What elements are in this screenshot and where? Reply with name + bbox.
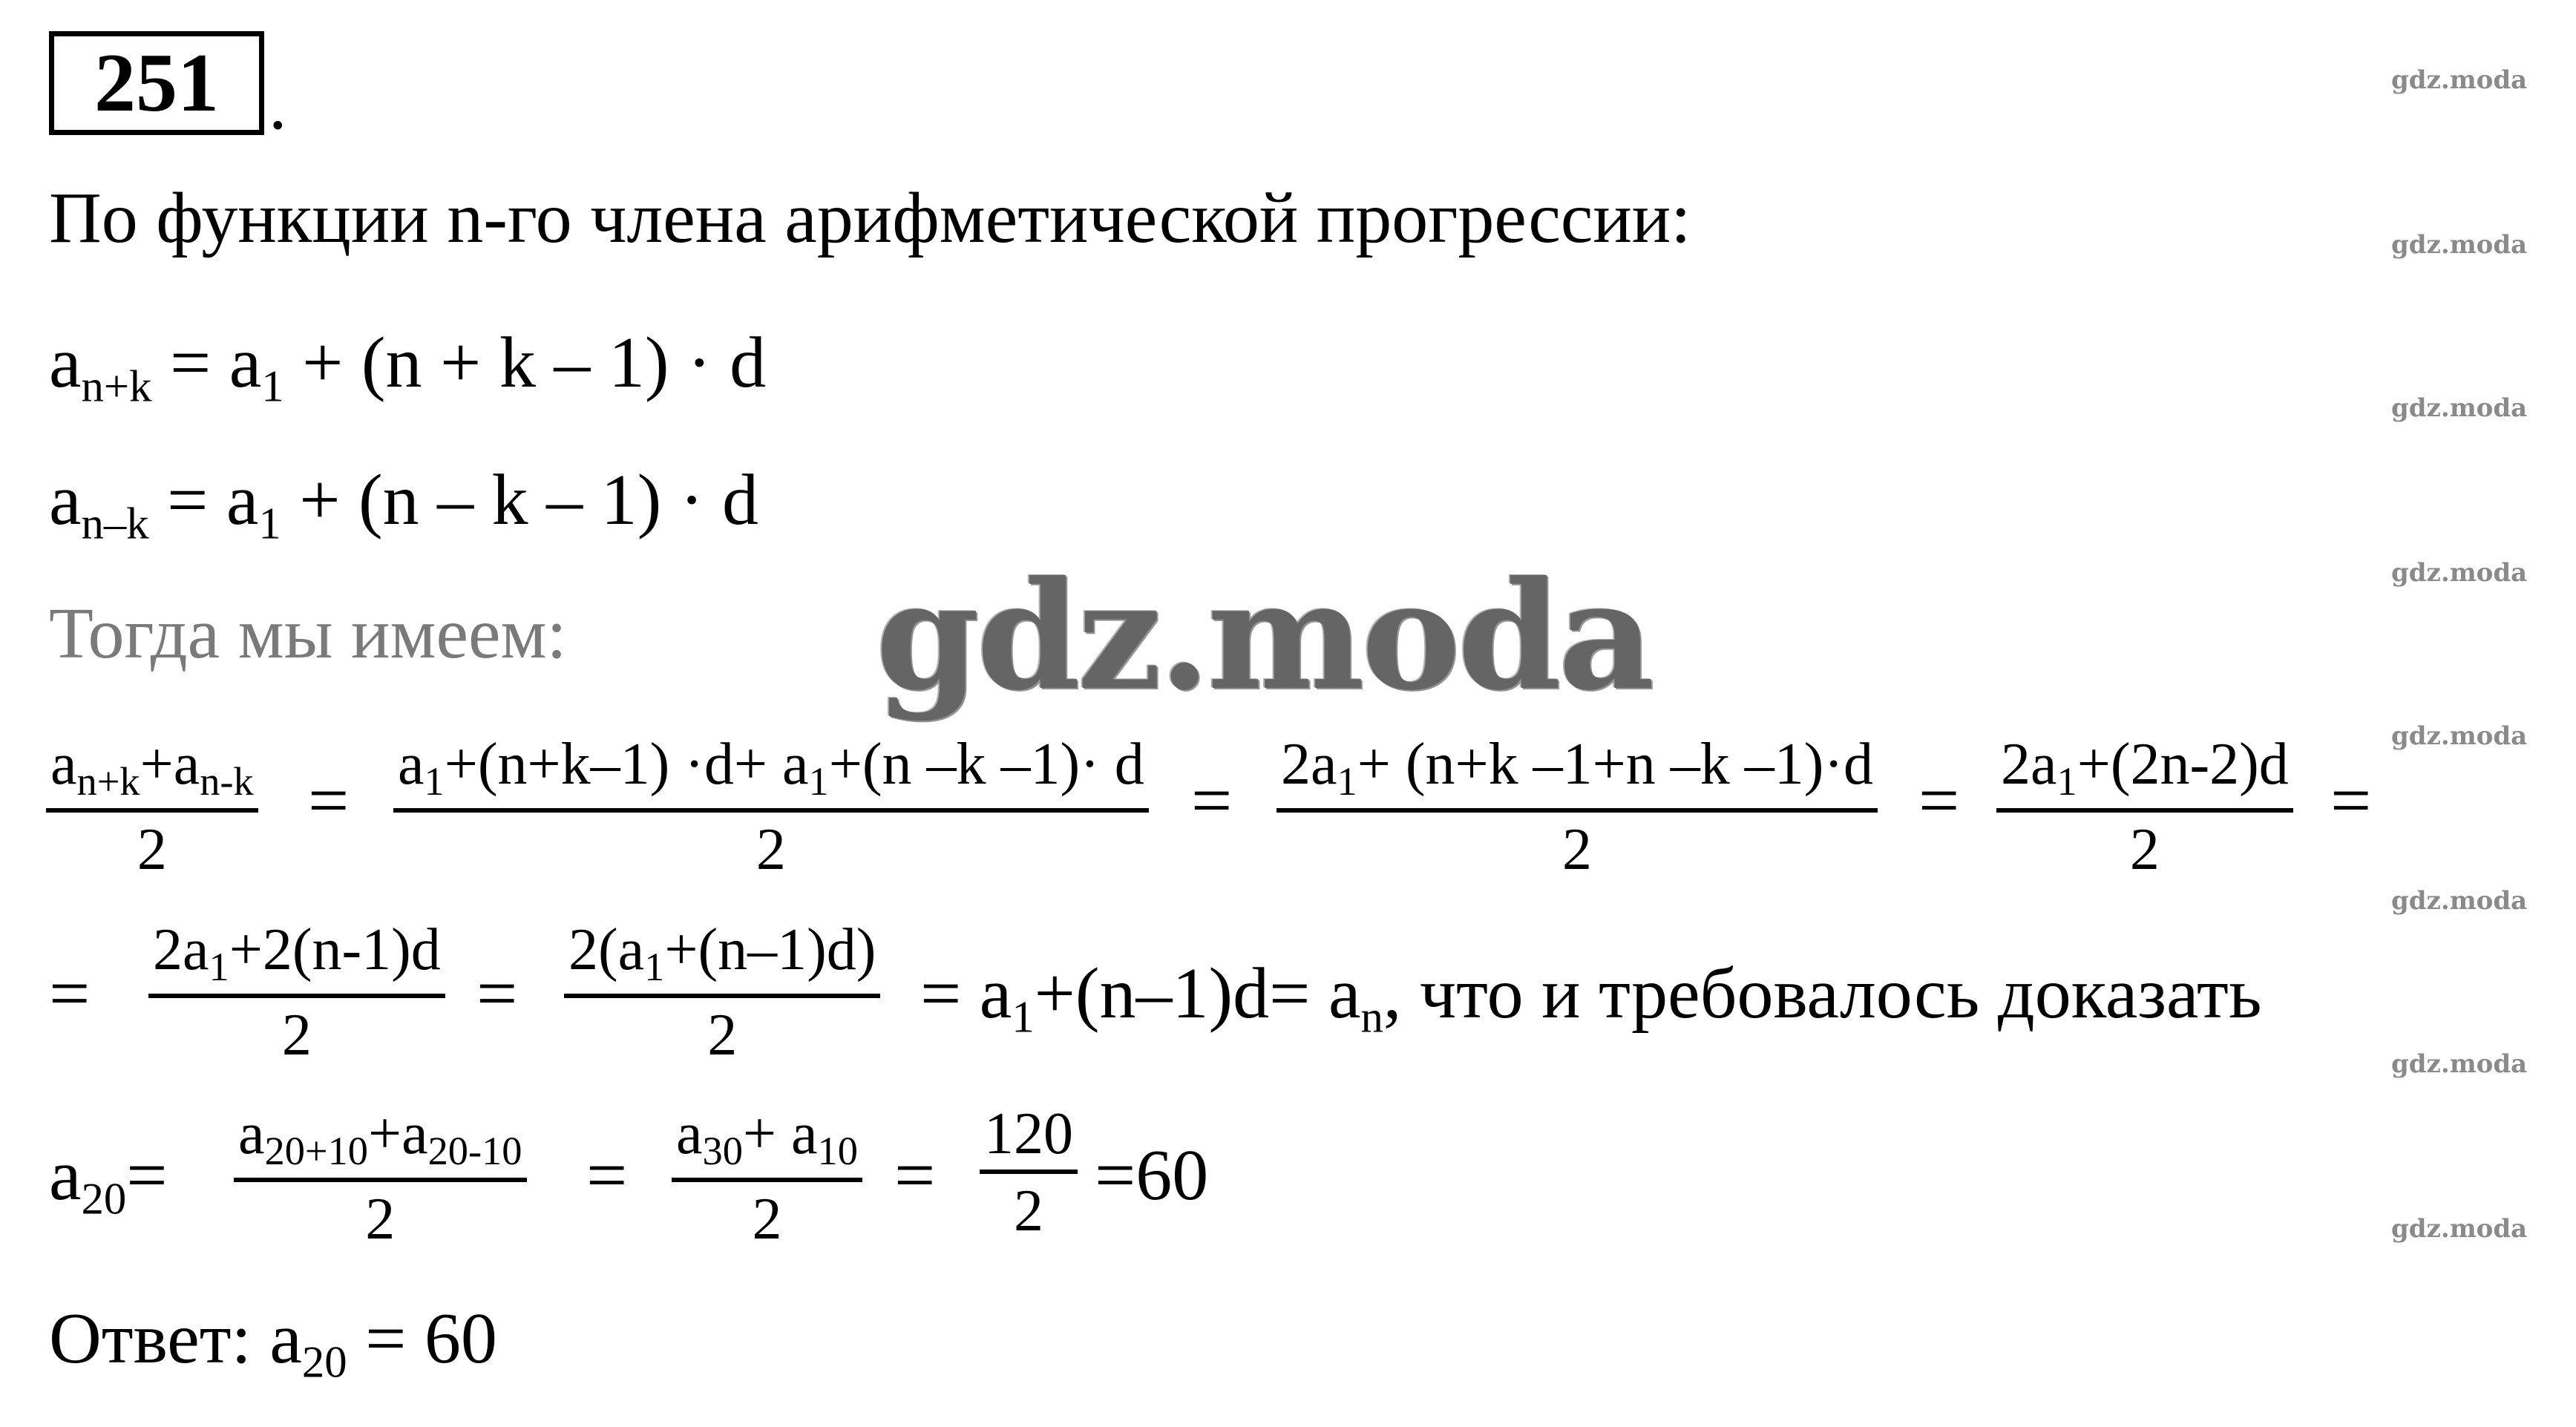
row1-equals-1: = (308, 761, 350, 841)
problem-number-box (49, 31, 264, 135)
row2-fraction-2: $2(a_1+(n-1)d)$ 2 (564, 920, 880, 1065)
row1-equals-2: = (1191, 761, 1233, 841)
row1-equals-3: = (1918, 761, 1960, 841)
watermark-logo: gdz.moda (876, 549, 1652, 724)
row3-fraction-2: $a_{30}+ a_{10}$ 2 (672, 1104, 862, 1249)
intro-text: По функции n-го члена арифметической прогрессии: (49, 178, 1691, 258)
row1-fraction-1: $a_{n+k}+a_{n-k}$ 2 (46, 735, 258, 879)
watermark-small: gdz.moda (2391, 1049, 2528, 1079)
row3-lhs: $a_{20}=$ (49, 1135, 168, 1224)
formula-a-n-minus-k: $a_{n-k} = a_1 + (n - k - 1) \cdot d$ (49, 460, 758, 549)
row1-equals-4: = (2330, 761, 2372, 841)
watermark-small: gdz.moda (2391, 230, 2528, 260)
row3-fraction-3: 120 2 (980, 1104, 1078, 1241)
row3-fraction-1: $a_{20+10}+a_{20-10}$ 2 (234, 1104, 527, 1249)
row3-equals-2: = (894, 1135, 936, 1216)
row2-fraction-1: $2a_1+2(n-1)d$ 2 (148, 920, 445, 1065)
problem-number-dot: . (269, 65, 287, 145)
watermark-small: gdz.moda (2391, 886, 2528, 916)
row2-lead-equals: = (49, 954, 91, 1034)
answer-line: Ответ: $a_{20} = 60$ (49, 1299, 497, 1388)
watermark-small: gdz.moda (2391, 393, 2528, 423)
row1-fraction-3: $2a_1+ (n+k$ –1+n –k –1)·d 2 (1276, 735, 1878, 879)
row1-fraction-2: $a_1+(n+k-1) \cdot d+ a_1+(n$ –k –1)· d 2 (393, 735, 1149, 879)
then-text: Тогда мы имеем: (49, 594, 567, 674)
row2-equals-1: = (476, 954, 518, 1034)
formula-a-n-plus-k: $a_{n+k} = a_1 + (n + k - 1) \cdot d$ (49, 323, 767, 412)
problem-number: 251 (94, 37, 219, 129)
watermark-small: gdz.moda (2391, 1214, 2528, 1244)
row1-fraction-4: $2a_1+(2n-2)d$ 2 (1996, 735, 2293, 879)
row3-result: =60 (1095, 1135, 1209, 1216)
watermark-small: gdz.moda (2391, 558, 2528, 588)
row2-result-text: = $a_1+(n-1)d= a_n$, что и требовалось доказать (920, 954, 2262, 1043)
watermark-small: gdz.moda (2391, 65, 2528, 95)
row3-equals-1: = (586, 1135, 628, 1216)
watermark-small: gdz.moda (2391, 721, 2528, 751)
